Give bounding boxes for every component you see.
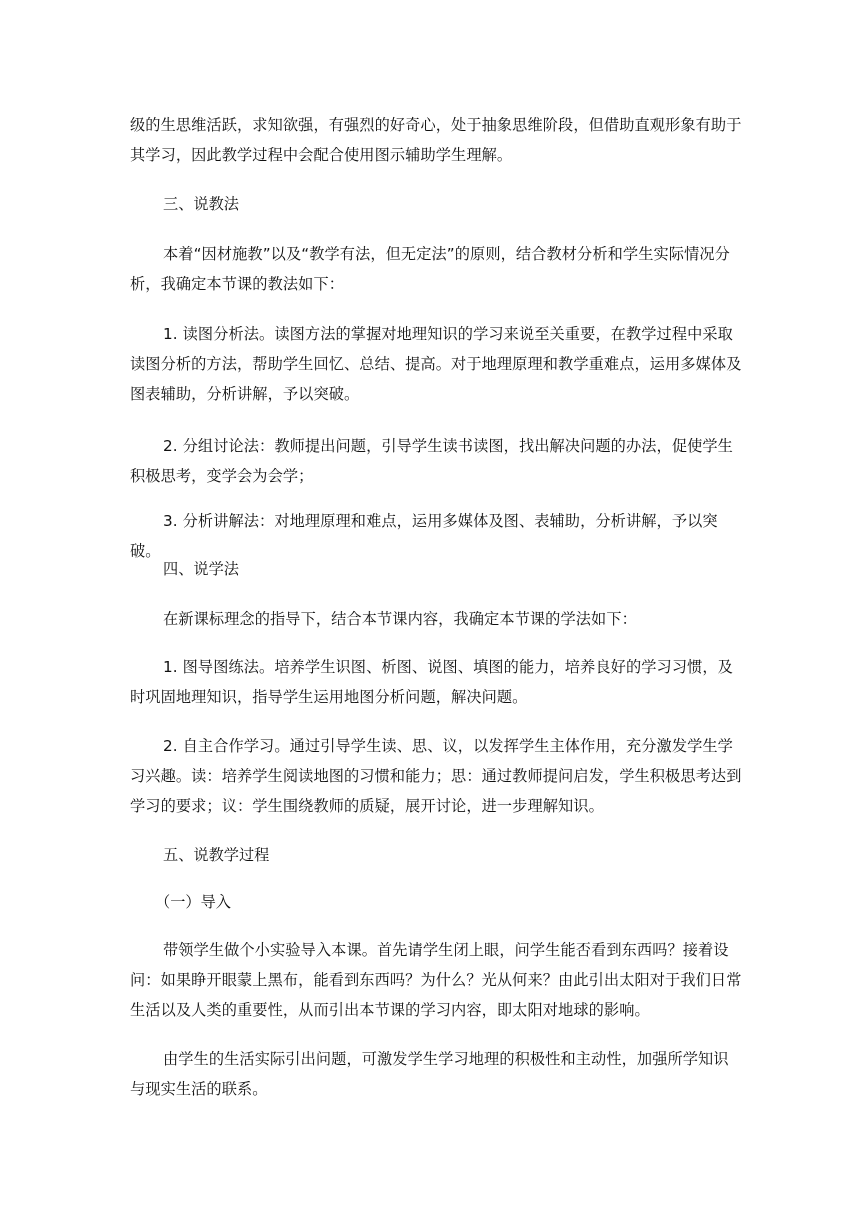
paragraph-method-map-reading: 1. 读图分析法。读图方法的掌握对地理知识的学习来说至关重要，在教学过程中采取读图分析的方法，帮助学生回忆、总结、提高。对于地理原理和教学重难点，运用多媒体及图表辅助，分析讲解，予以突破。 <box>130 325 742 403</box>
paragraph-learning-cooperative: 2. 自主合作学习。通过引导学生读、思、议，以发挥学生主体作用，充分激发学生学习兴趣。读：培养学生阅读地图的习惯和能力；思：通过教师提问启发，学生积极思考达到学习的要求；议：学生围绕教师的质疑，展开讨论，进一步理解知识。 <box>130 737 742 815</box>
paragraph-method-group-discussion: 2. 分组讨论法：教师提出问题，引导学生读书读图，找出解决问题的办法，促使学生积极思考，变学会为会学； <box>130 437 733 485</box>
paragraph-learning-map-practice: 1. 图导图练法。培养学生识图、析图、说图、填图的能力，培养良好的学习习惯，及时巩固地理知识，指导学生运用地图分析问题，解决问题。 <box>130 658 733 706</box>
paragraph-teaching-method-intro: 本着“因材施教”以及“教学有法，但无定法”的原则，结合教材分析和学生实际情况分析，我确定本节课的教法如下： <box>130 245 730 293</box>
paragraph-learning-method-intro: 在新课标理念的指导下，结合本节课内容，我确定本节课的学法如下： <box>163 610 637 628</box>
paragraph-introduction-experiment: 带领学生做个小实验导入本课。首先请学生闭上眼，问学生能否看到东西吗？接着设问：如果睁开眼蒙上黑布，能看到东西吗？为什么？光从何来？由此引出太阳对于我们日常生活以及人类的重要性，从而引出本节课的学习内容，即太阳对地球的影响。 <box>130 941 742 1019</box>
heading-teaching-process: 五、说教学过程 <box>163 846 270 864</box>
subheading-introduction: （一）导入 <box>155 893 231 911</box>
heading-teaching-method: 三、说教法 <box>163 195 239 213</box>
paragraph-introduction-purpose: 由学生的生活实际引出问题，可激发学生学习地理的积极性和主动性，加强所学知识与现实生活的联系。 <box>130 1050 729 1098</box>
paragraph-method-analysis-lecture: 3. 分析讲解法：对地理原理和难点，运用多媒体及图、表辅助，分析讲解，予以突破。 <box>130 512 718 560</box>
heading-learning-method: 四、说学法 <box>163 560 239 578</box>
paragraph-student-analysis-end: 级的生思维活跃，求知欲强，有强烈的好奇心，处于抽象思维阶段，但借助直观形象有助于其学习，因此教学过程中会配合使用图示辅助学生理解。 <box>130 116 742 164</box>
